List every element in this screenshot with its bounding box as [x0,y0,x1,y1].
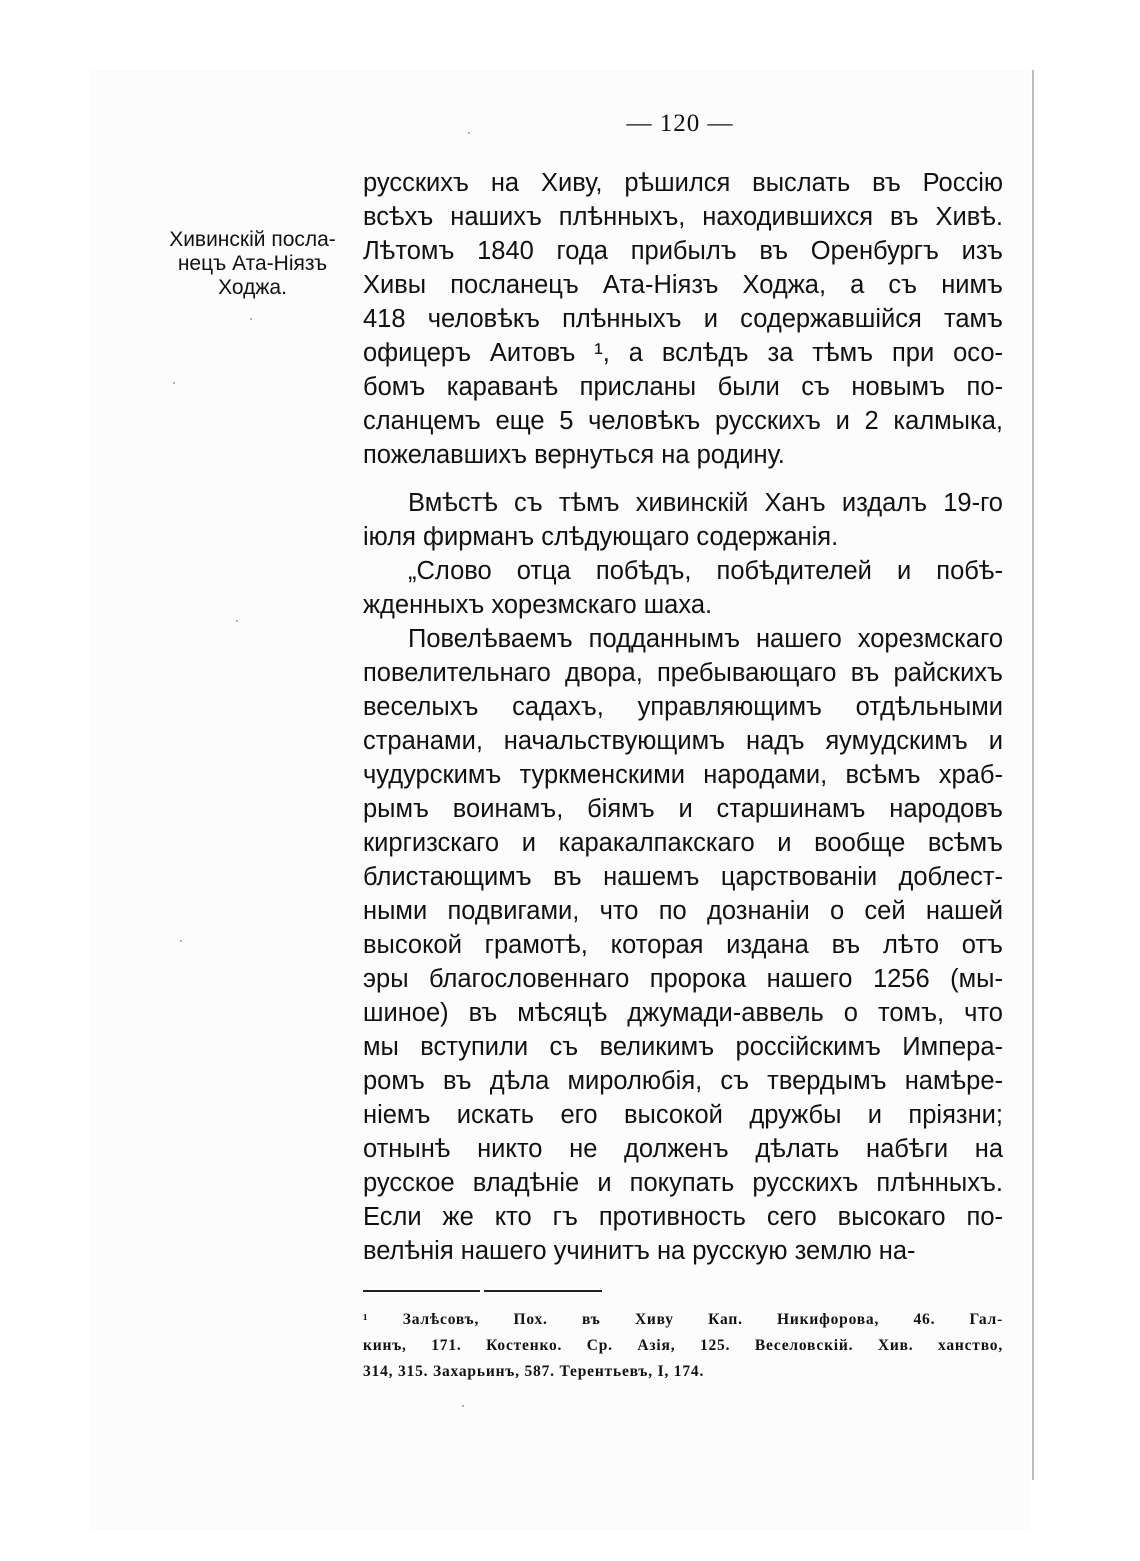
text-line: странами, начальствующимъ надъ яумудскимъ и [363,727,1003,755]
paragraph [363,554,1003,622]
margin-note-line: нецъ Ата-Ніязъ [177,252,328,275]
text-line: Хивы посланецъ Ата-Ніязъ Ходжа, а съ нимъ [363,271,1003,299]
scan-speck [180,940,182,942]
text-line: блистающимъ въ нашемъ царствованіи доблест- [363,863,1003,891]
scan-speck [236,620,238,622]
text-line: шиное) въ мѣсяцѣ джумади-аввель о томъ, что [363,999,1003,1027]
separator-rule [484,1290,602,1292]
margin-note-line: Ходжа. [218,276,287,299]
margin-note [145,228,360,300]
footnote-separator [363,1290,603,1292]
page-number: — 120 — [626,110,734,137]
text-line: бомъ караванѣ присланы были съ новымъ по- [363,373,1003,401]
text-line: эры благословеннаго пророка нашего 1256 (мы- [363,965,1003,993]
text-line: чудурскимъ туркменскими народами, всѣмъ храб- [363,761,1003,789]
text-line: „Слово отца побѣдъ, побѣдителей и побѣ- [408,557,1003,585]
paragraph [363,166,1003,472]
scan-speck [173,382,175,384]
text-line: отнынѣ никто не долженъ дѣлать набѣги на [363,1135,1003,1163]
text-line: мы вступили съ великимъ россійскимъ Импера- [363,1033,1003,1061]
text-line: рымъ воинамъ, біямъ и старшинамъ народовъ [363,795,1003,823]
text-line: высокой грамотѣ, которая издана въ лѣто отъ [363,931,1003,959]
paragraph-gap [363,472,1003,486]
text-line: русское владѣніе и покупать русскихъ плѣнныхъ. [363,1169,1003,1197]
text-line: ными подвигами, что по дознаніи о сей нашей [363,897,1003,925]
footnote-line: 314, 315. Захарьинъ, 587. Терентьевъ, I, 174. [363,1363,705,1380]
page-edge-line [1032,70,1034,1480]
main-text [363,166,1003,1268]
text-line: ромъ въ дѣла миролюбія, съ твердымъ намѣре- [363,1067,1003,1095]
text-line: велѣнія нашего учинитъ на русскую землю на- [363,1237,916,1265]
footnote-line: кинъ, 171. Костенко. Ср. Азія, 125. Веселовскій. Хив. ханство, [363,1337,1003,1354]
text-line: офицеръ Аитовъ ¹, а вслѣдъ за тѣмъ при осо- [363,339,1003,367]
paragraph [363,622,1003,1268]
text-line: киргизскаго и каракалпакскаго и вообще всѣмъ [363,829,1003,857]
scan-speck [468,132,470,134]
text-line: Вмѣстѣ съ тѣмъ хивинскій Ханъ издалъ 19-го [408,489,1003,517]
text-line: жденныхъ хорезмскаго шаха. [363,591,713,619]
footnote [363,1307,1003,1385]
margin-note-line: Хивинскій посла- [169,228,336,251]
separator-rule [363,1290,480,1292]
text-line: повелительнаго двора, пребывающаго въ райскихъ [363,659,1003,687]
paragraph [363,486,1003,554]
text-line: 418 человѣкъ плѣнныхъ и содержавшійся тамъ [363,305,1003,333]
text-line: всѣхъ нашихъ плѣнныхъ, находившихся въ Хивѣ. [363,203,1003,231]
text-line: веселыхъ садахъ, управляющимъ отдѣльными [363,693,1003,721]
scan-speck [462,1405,464,1407]
scan-speck [250,318,252,320]
text-line: русскихъ на Хиву, рѣшился выслать въ Россію [363,169,1003,197]
text-line: пожелавшихъ вернуться на родину. [363,441,785,469]
text-line: сланцемъ еще 5 человѣкъ русскихъ и 2 калмыка, [363,407,1003,435]
footnote-line: ¹ Залѣсовъ, Пох. въ Хиву Кап. Никифорова, 46. Гал- [363,1311,1003,1328]
text-line: Повелѣваемъ подданнымъ нашего хорезмскаго [408,625,1003,653]
text-line: ніемъ искать его высокой дружбы и пріязни; [363,1101,1003,1129]
text-line: іюля фирманъ слѣдующаго содержанія. [363,523,839,551]
text-line: Лѣтомъ 1840 года прибылъ въ Оренбургъ изъ [363,237,1003,265]
text-line: Если же кто гъ противность сего высокаго по- [363,1203,1003,1231]
